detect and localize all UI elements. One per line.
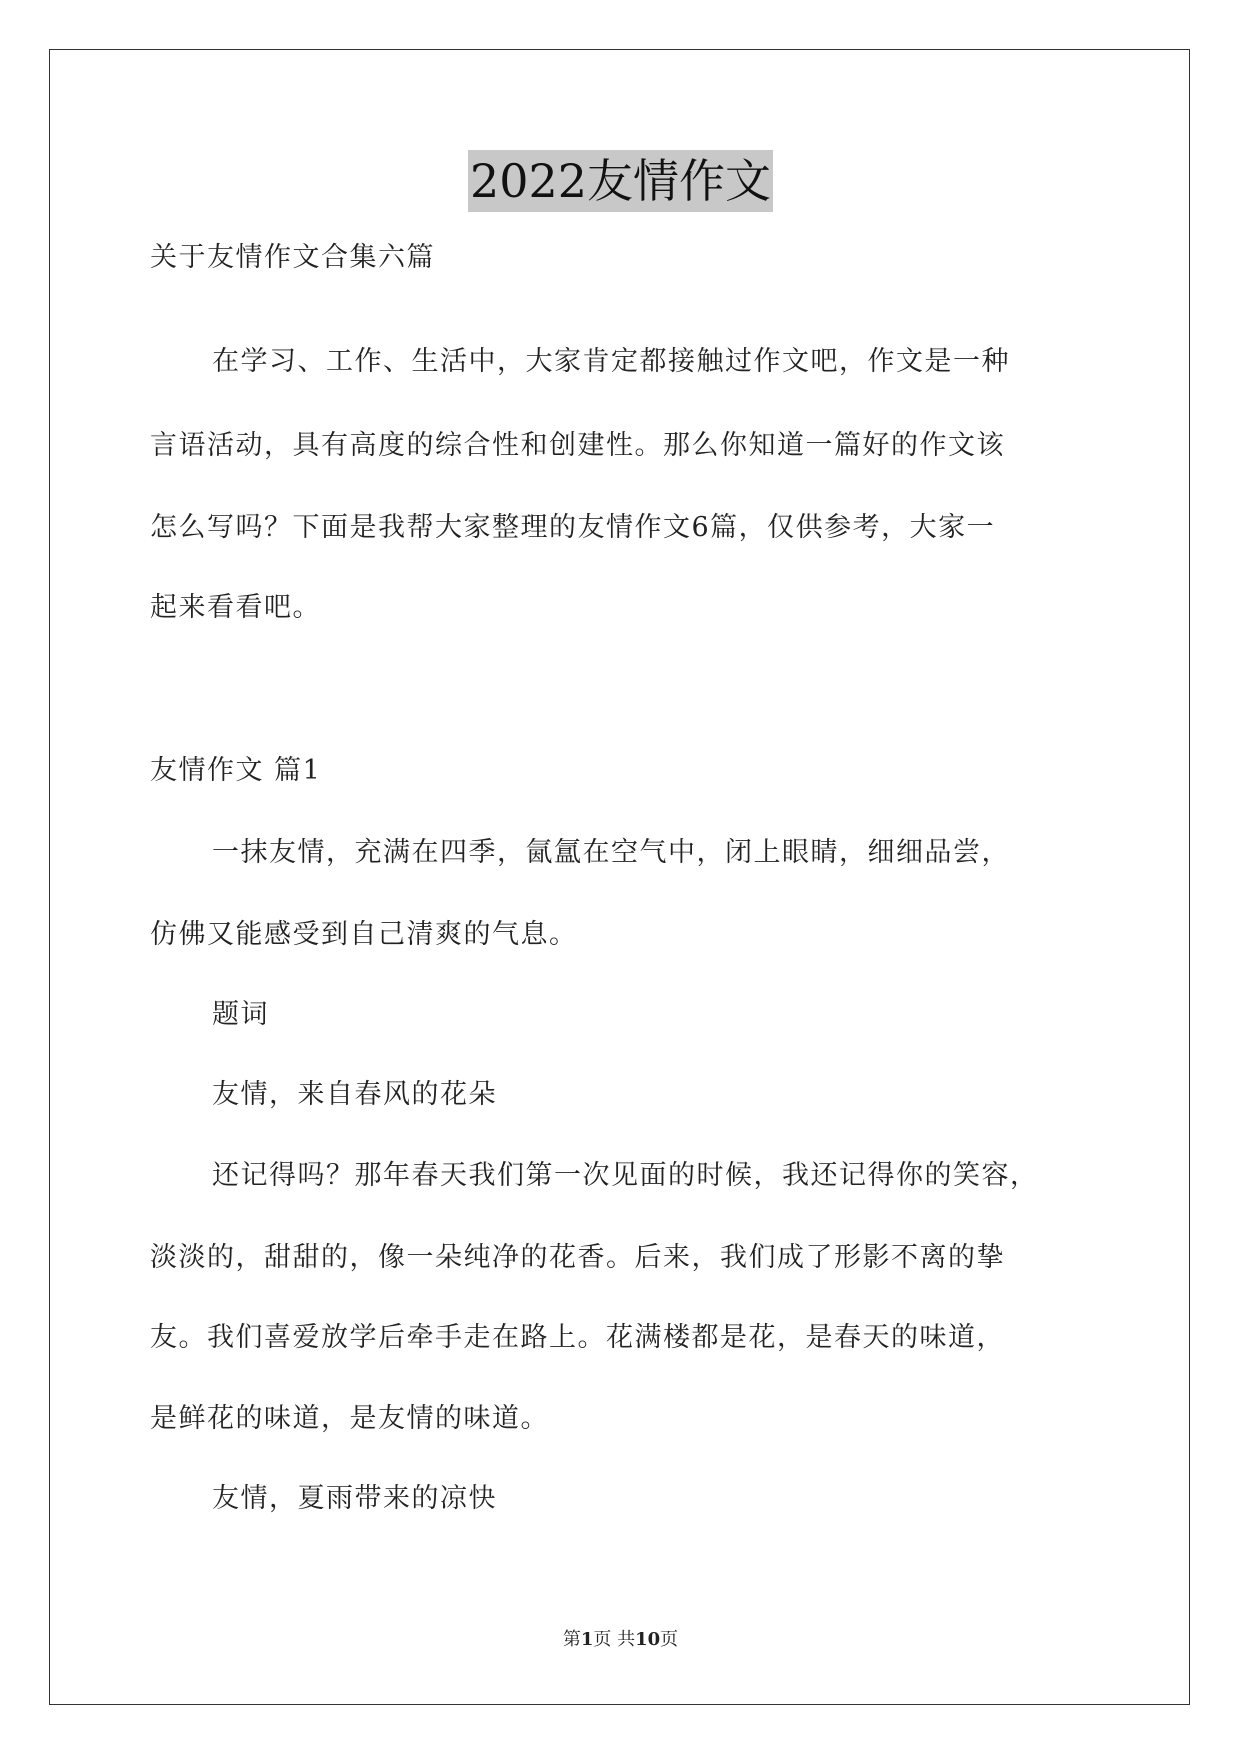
paragraph-line: 还记得吗？那年春天我们第一次见面的时候，我还记得你的笑容， xyxy=(212,1160,1039,1191)
page-border xyxy=(49,49,1190,1705)
page-footer xyxy=(0,1628,1241,1652)
paragraph-line: 友。我们喜爱放学后牵手走在路上。花满楼都是花，是春天的味道， xyxy=(150,1322,1005,1353)
footer-page-total: 10 xyxy=(635,1629,661,1650)
section-heading: 友情作文 篇1 xyxy=(150,755,322,786)
paragraph-line: 淡淡的，甜甜的，像一朵纯净的花香。后来，我们成了形影不离的挚 xyxy=(150,1242,1005,1273)
footer-suffix: 页 xyxy=(660,1629,679,1650)
footer-prefix: 第 xyxy=(562,1629,581,1650)
document-subtitle: 关于友情作文合集六篇 xyxy=(150,242,435,273)
subheading-summer: 友情，夏雨带来的凉快 xyxy=(212,1483,497,1514)
paragraph-line: 是鲜花的味道，是友情的味道。 xyxy=(150,1403,549,1434)
intro-line: 起来看看吧。 xyxy=(150,592,321,623)
intro-line: 怎么写吗？下面是我帮大家整理的友情作文6篇，仅供参考，大家一 xyxy=(150,512,996,543)
document-title: 2022友情作文 xyxy=(468,150,773,212)
label-tici: 题词 xyxy=(212,999,269,1030)
footer-page-number: 1 xyxy=(580,1629,594,1650)
subheading-spring: 友情，来自春风的花朵 xyxy=(212,1079,497,1110)
paragraph-line: 仿佛又能感受到自己清爽的气息。 xyxy=(150,919,578,950)
paragraph-line: 一抹友情，充满在四季，氤氲在空气中，闭上眼睛，细细品尝， xyxy=(212,837,1010,868)
footer-mid: 页 共 xyxy=(593,1629,636,1650)
intro-line: 在学习、工作、生活中，大家肯定都接触过作文吧，作文是一种 xyxy=(212,346,1010,377)
title-container xyxy=(0,150,1241,212)
intro-line: 言语活动，具有高度的综合性和创建性。那么你知道一篇好的作文该 xyxy=(150,430,1005,461)
